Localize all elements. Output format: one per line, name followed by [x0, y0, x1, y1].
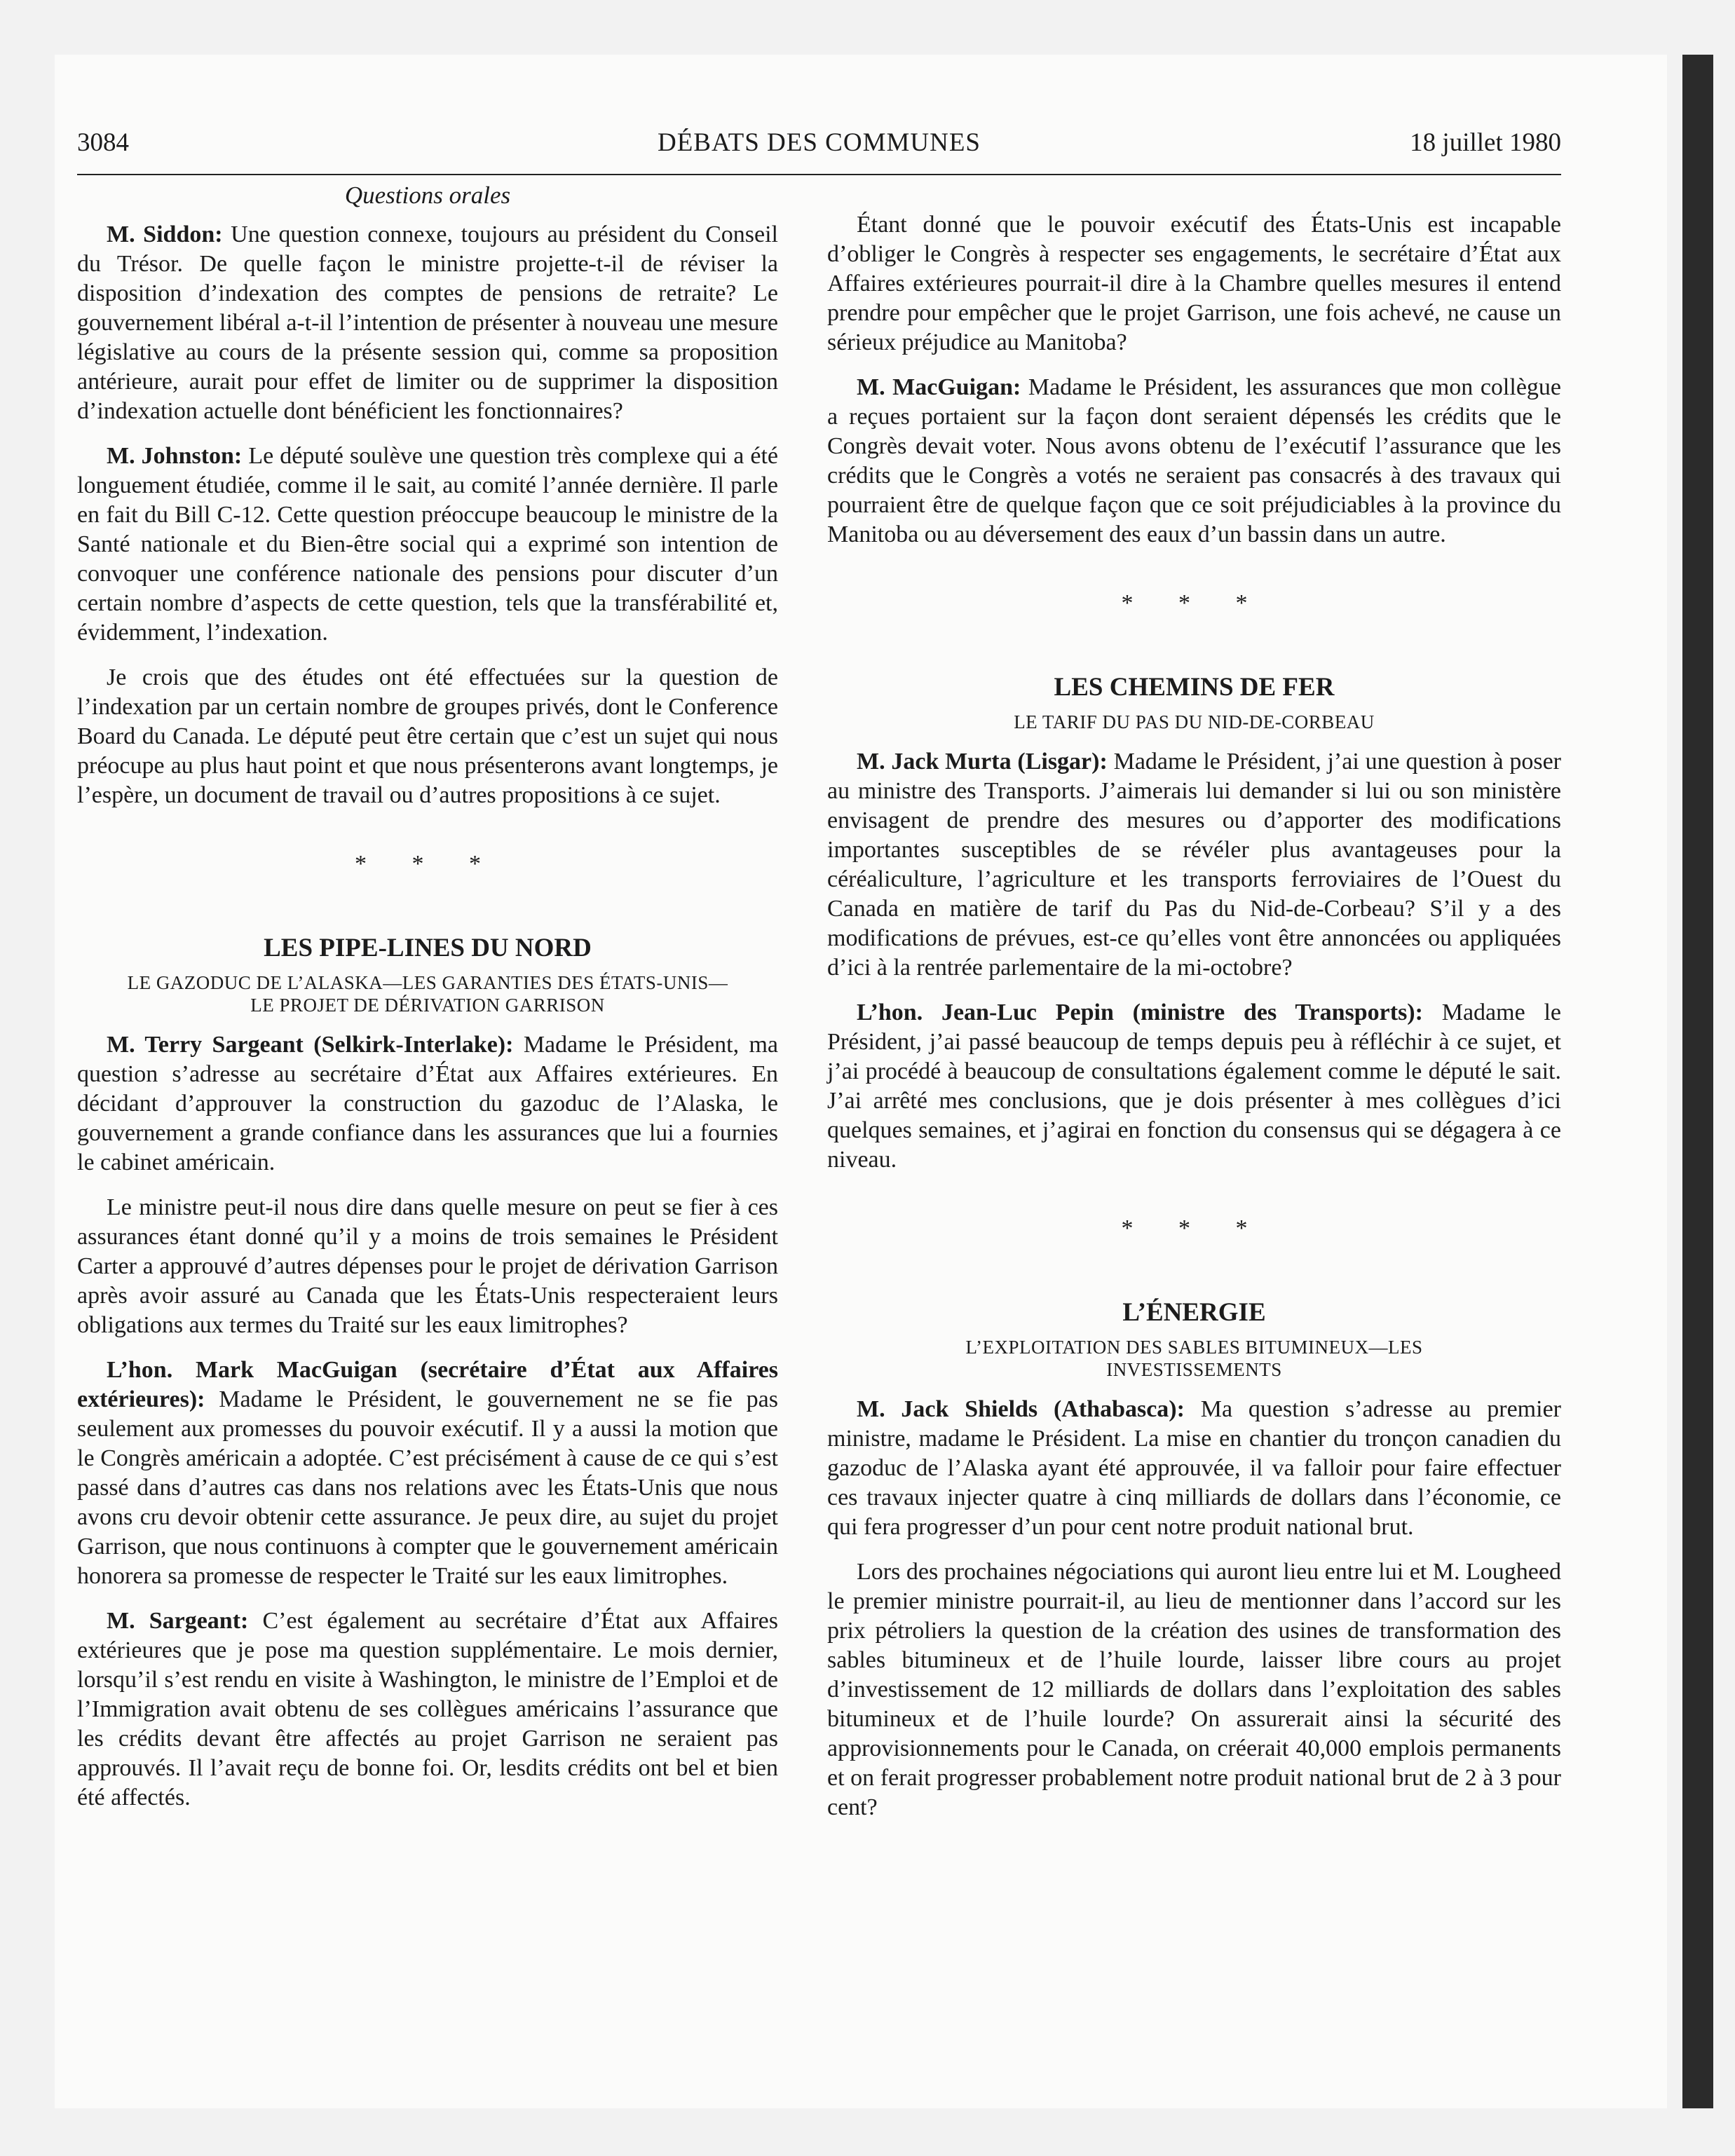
speech-text: Madame le Président, ma question s’adresse au secrétaire d’État aux Affaires extérieures. En décidant d’approuver la construction du gazoduc de l’Alaska, le gouvernement a grande confiance dans les assurances que lui a fournies le cabinet américain. — [77, 1032, 778, 1175]
section-title: L’ÉNERGIE — [1122, 1298, 1266, 1327]
paragraph — [77, 1356, 778, 1591]
paragraph — [827, 373, 1561, 550]
speech-text: Madame le Président, j’ai une question à poser au ministre des Transports. J’aimerais lui demander si lui ou son ministère envisagent de prendre des mesures ou d’apporter des modifications importantes susceptibles de se révéler plus avantageuses pour la céréaliculture, l’agriculture et les transports ferroviaires de l’Ouest du Canada en matière de tarif du Pas du Nid-de-Corbeau? S’il y a des modifications de prévues, est-ce qu’elles vont être annoncées ou appliquées d’ici à la rentrée parlementaire de la mi-octobre? — [827, 749, 1561, 981]
paragraph — [77, 1606, 778, 1813]
paragraph — [827, 747, 1561, 983]
paragraph — [827, 1395, 1561, 1542]
publication-title: DÉBATS DES COMMUNES — [657, 128, 981, 157]
speech-text: Madame le Président, les assurances que mon collègue a reçues portaient sur la façon dont seraient dépensés les crédits que le Congrès devait voter. Nous avons obtenu de l’exécutif l’assurance que les crédits que le Congrès a votés ne seraient pas consacrés à des travaux qui pourraient être de quelque façon que ce soit préjudiciables à la province du Manitoba ou au déversement des eaux d’un bassin dans un autre. — [827, 374, 1561, 547]
paragraph: Le ministre peut-il nous dire dans quelle mesure on peut se fier à ces assurances étant donné qu’il y a moins de trois semaines le Président Carter a approuvé d’autres dépenses pour le projet de dérivation Garrison après avoir assuré au Canada que les États-Unis respecteraient leurs obligations aux termes du Traité sur les eaux limitrophes? — [77, 1194, 778, 1338]
section-subtitle — [77, 971, 778, 1016]
section-separator: * * * — [1121, 590, 1267, 616]
speaker-name: M. Sargeant: — [107, 1608, 249, 1634]
section-subtitle — [827, 1336, 1561, 1381]
speaker-name: L’hon. Mark MacGuigan (secrétaire d’État aux Affaires extérieures): — [77, 1357, 778, 1412]
section-separator: * * * — [1121, 1215, 1267, 1241]
speech-text: Une question connexe, toujours au président du Conseil du Trésor. De quelle façon le ministre projette-t-il de réviser la disposition d’indexation des comptes de pensions de retraite? Le gouvernement libéral a-t-il l’intention de présenter à nouveau une mesure législative au cours de la présente session qui, comme sa proposition antérieure, aurait pour effet de limiter ou de supprimer la disposition d’indexation actuelle dont bénéficient les fonctionnaires? — [77, 221, 778, 424]
paragraph — [77, 442, 778, 648]
page-number: 3084 — [77, 128, 129, 157]
speaker-name: M. Johnston: — [107, 443, 243, 469]
speaker-name: M. Siddon: — [107, 221, 223, 247]
paragraph: Je crois que des études ont été effectuées sur la question de l’indexation par un certain nombre de groupes privés, dont le Conference Board du Canada. Le député peut être certain que c’est un sujet qui nous préocupe au plus haut point et que nous présenterons avant longtemps, je l’espère, un document de travail ou d’autres propositions à ce sujet. — [77, 664, 778, 808]
right-column — [827, 210, 1561, 1838]
rubric-title: Questions orales — [344, 182, 511, 209]
section-separator: * * * — [355, 851, 501, 877]
speaker-name: M. Jack Shields (Athabasca): — [857, 1396, 1185, 1422]
paragraph — [827, 998, 1561, 1175]
paragraph: Lors des prochaines négociations qui auront lieu entre lui et M. Lougheed le premier ministre pourrait-il, au lieu de mentionner dans l’accord sur les prix pétroliers la question de la création des usines de transformation des sables bitumineux et de l’huile lourde, laisser libre cours au projet d’investissement de 12 milliards de dollars dans l’exploitation des sables bitumineux et de l’huile lourde? On assurerait ainsi la sécurité des approvisionnements pour le Canada, on créerait 40,000 emplois permanents et on ferait progresser probablement notre produit national brut de 2 à 3 pour cent? — [827, 1559, 1561, 1820]
subtitle-line: L’EXPLOITATION DES SABLES BITUMINEUX—LES — [965, 1337, 1423, 1358]
section-title: LES CHEMINS DE FER — [1054, 673, 1335, 702]
section-title: LES PIPE-LINES DU NORD — [264, 934, 592, 962]
speech-text: Le député soulève une question très complexe qui a été longuement étudiée, comme il le sait, au comité l’année dernière. Il parle en fait du Bill C-12. Cette question préoccupe beaucoup le ministre de la Santé nationale et du Bien-être social qui a exprimé son intention de convoquer une conférence nationale des pensions pour discuter d’un certain nombre d’aspects de cette question, tels que la transférabilité et, évidemment, l’indexation. — [77, 443, 778, 646]
speaker-name: M. Terry Sargeant (Selkirk-Interlake): — [107, 1032, 514, 1058]
subtitle-line: LE GAZODUC DE L’ALASKA—LES GARANTIES DES ÉTATS-UNIS— — [127, 972, 728, 993]
left-column — [77, 181, 778, 1828]
publication-date: 18 juillet 1980 — [1410, 128, 1561, 157]
speech-text: Ma question s’adresse au premier ministre, madame le Président. La mise en chantier du tronçon canadien du gazoduc de l’Alaska ayant été approuvée, il va falloir pour faire effectuer ces travaux injecter quatre à cinq milliards de dollars dans l’économie, ce qui fera progresser d’un pour cent notre produit national brut. — [827, 1396, 1561, 1540]
section-subtitle: LE TARIF DU PAS DU NID-DE-CORBEAU — [1014, 711, 1375, 732]
paragraph — [77, 220, 778, 426]
speech-text: Madame le Président, le gouvernement ne se fie pas seulement aux promesses du pouvoir exécutif. Il y a aussi la motion que le Congrès américain a adoptée. C’est précisément à cause de ce qui s’est passé dans d’autres cas dans nos relations avec les États-Unis que nous avons cru devoir obtenir cette assurance. Je peux dire, au sujet du projet Garrison, que nous continuons à compter que le gouvernement américain honorera sa promesse de respecter le Traité sur les eaux limitrophes. — [77, 1386, 778, 1589]
speaker-name: M. Jack Murta (Lisgar): — [857, 749, 1108, 775]
paragraph — [77, 1030, 778, 1178]
subtitle-line: INVESTISSEMENTS — [1106, 1359, 1282, 1380]
speaker-name: M. MacGuigan: — [857, 374, 1021, 400]
speech-text: Madame le Président, j’ai passé beaucoup de temps depuis peu à réfléchir à ce sujet, et j’ai procédé à beaucoup de consultations également comme le député le sait. J’ai arrêté mes conclusions, que je dois présenter à mes collègues d’ici quelques semaines, et j’agirai en fonction du consensus qui se dégagera à ce niveau. — [827, 999, 1561, 1173]
paragraph: Étant donné que le pouvoir exécutif des États-Unis est incapable d’obliger le Congrès à respecter ses engagements, le secrétaire d’État aux Affaires extérieures pourrait-il dire à la Chambre quelles mesures il entend prendre pour empêcher que le projet Garrison, une fois achevé, ne cause un sérieux préjudice au Manitoba? — [827, 212, 1561, 355]
speaker-name: L’hon. Jean-Luc Pepin (ministre des Transports): — [857, 999, 1423, 1025]
scan-edge-bar — [1682, 55, 1713, 2108]
speech-text: C’est également au secrétaire d’État aux Affaires extérieures que je pose ma question supplémentaire. Le mois dernier, lorsqu’il s’est rendu en visite à Washington, le ministre de l’Emploi et de l’Immigration avait obtenu de ses collègues américains l’assurance que les crédits devant être affectés au projet Garrison ne seraient pas approuvés. Il l’avait reçu de bonne foi. Or, lesdits crédits ont bel et bien été affectés. — [77, 1608, 778, 1810]
page-header — [77, 125, 1561, 175]
subtitle-line: LE PROJET DE DÉRIVATION GARRISON — [250, 995, 605, 1016]
